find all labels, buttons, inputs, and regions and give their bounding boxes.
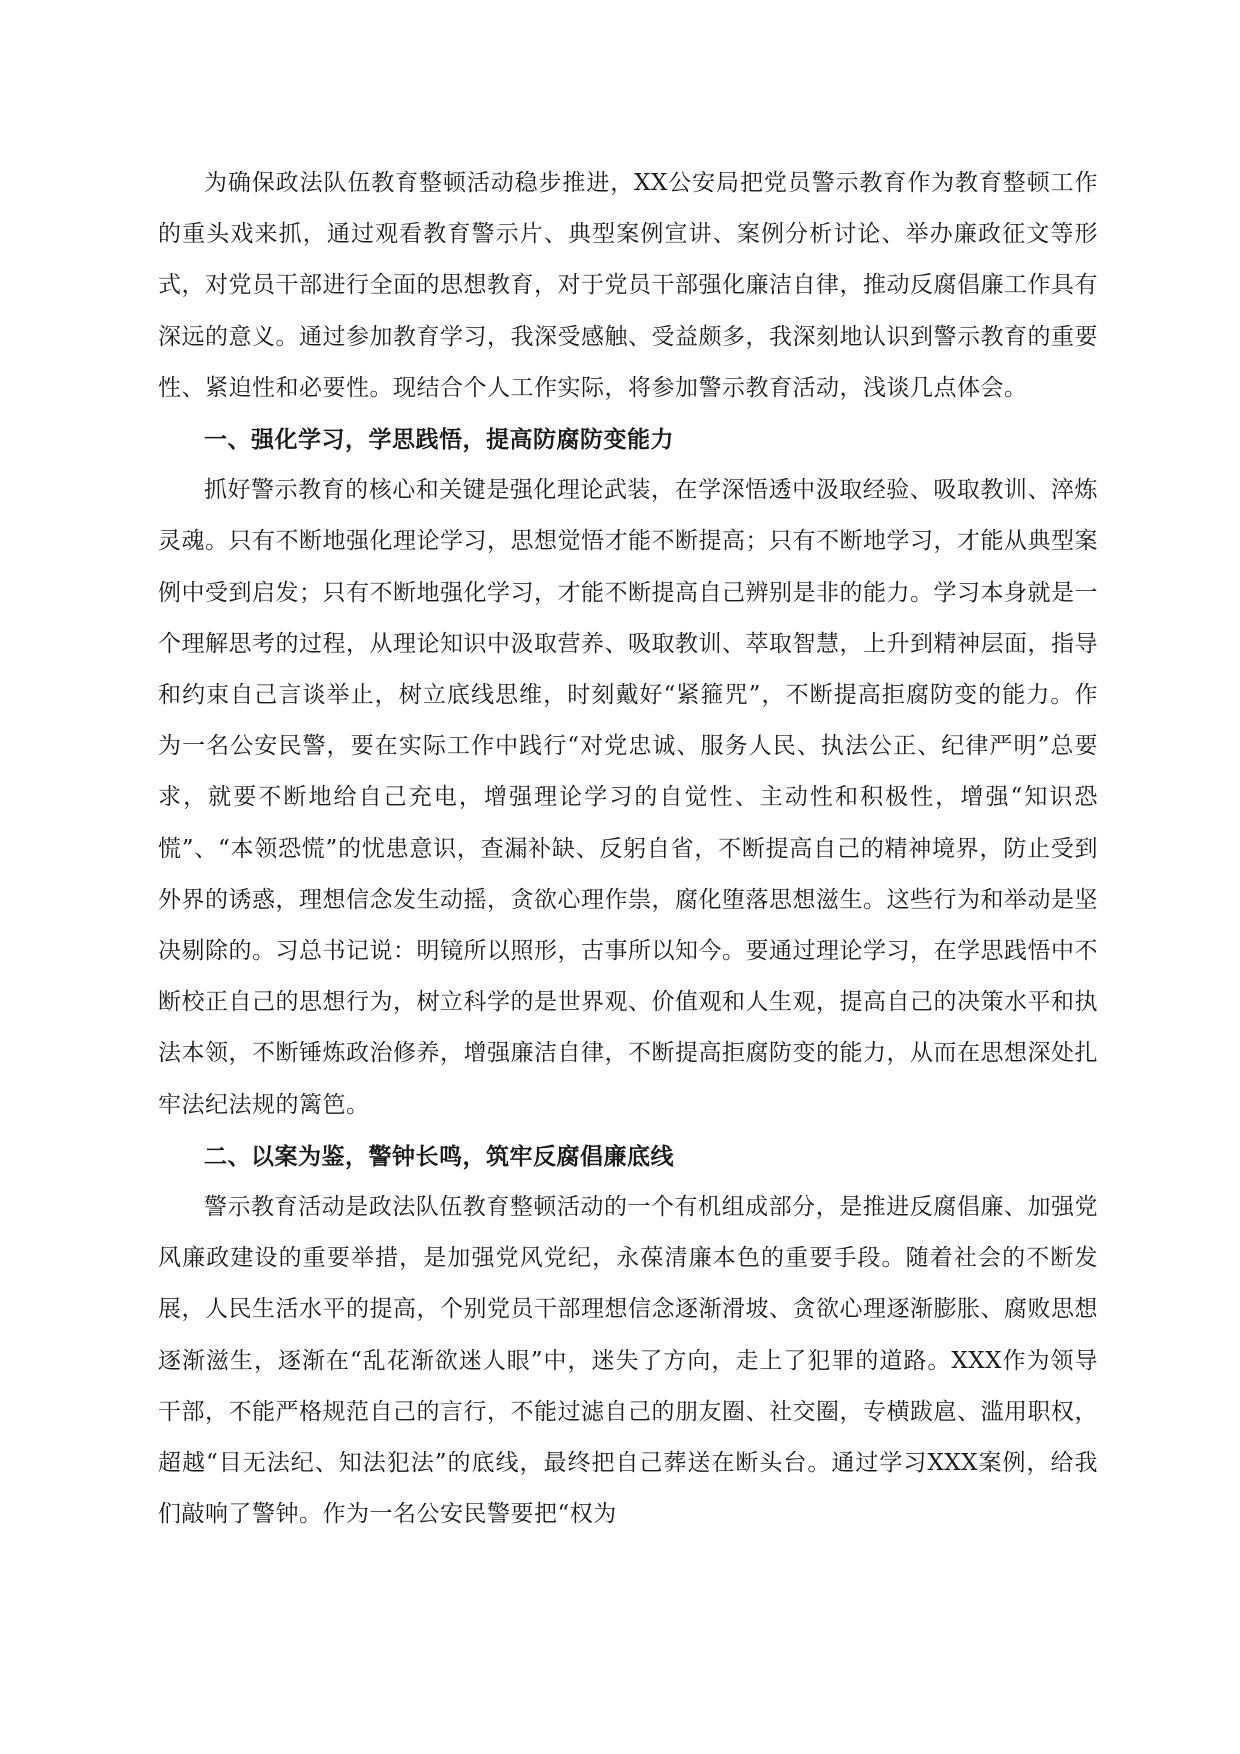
- section-1-body: 抓好警示教育的核心和关键是强化理论武装，在学深悟透中汲取经验、吸取教训、淬炼灵魂。只有不断地强化理论学习，思想觉悟才能不断提高；只有不断地学习，才能从典型案例中受到启发；只有不断地强化学习，才能不断提高自己辨别是非的能力。学习本身就是一个理解思考的过程，从理论知识中汲取营养、吸取教训、萃取智慧，上升到精神层面，指导和约束自己言谈举止，树立底线思维，时刻戴好“紧箍咒”，不断提高拒腐防变的能力。作为一名公安民警，要在实际工作中践行“对党忠诚、服务人民、执法公正、纪律严明”总要求，就要不断地给自己充电，增强理论学习的自觉性、主动性和积极性，增强“知识恐慌”、“本领恐慌”的忧患意识，查漏补缺、反躬自省，不断提高自己的精神境界，防止受到外界的诱惑，理想信念发生动摇，贪欲心理作祟，腐化堕落思想滋生。这些行为和举动是坚决剔除的。习总书记说：明镜所以照形，古事所以知今。要通过理论学习，在学思践悟中不断校正自己的思想行为，树立科学的是世界观、价值观和人生观，提高自己的决策水平和执法本领，不断锤炼政治修养，增强廉洁自律，不断提高拒腐防变的能力，从而在思想深处扎牢法纪法规的篱笆。: [158, 477, 1098, 1118]
- section-1-heading: 一、强化学习，学思践悟，提高防腐防变能力: [204, 426, 674, 454]
- intro-paragraph: 为确保政法队伍教育整顿活动稳步推进，XX公安局把党员警示教育作为教育整顿工作的重头戏来抓，通过观看教育警示片、典型案例宣讲、案例分析讨论、举办廉政征文等形式，对党员干部进行全面的思想教育，对于党员干部强化廉洁自律，推动反腐倡廉工作具有深远的意义。通过参加教育学习，我深受感触、受益颇多，我深刻地认识到警示教育的重要性、紧迫性和必要性。现结合个人工作实际，将参加警示教育活动，浅谈几点体会。: [158, 170, 1098, 401]
- section-2-body: 警示教育活动是政法队伍教育整顿活动的一个有机组成部分，是推进反腐倡廉、加强党风廉政建设的重要举措，是加强党风党纪，永葆清廉本色的重要手段。随着社会的不断发展，人民生活水平的提高，个别党员干部理想信念逐渐滑坡、贪欲心理逐渐膨胀、腐败思想逐渐滋生，逐渐在“乱花渐欲迷人眼”中，迷失了方向，走上了犯罪的道路。XXX作为领导干部，不能严格规范自己的言行，不能过滤自己的朋友圈、社交圈，专横跋扈、滥用职权，超越“目无法纪、知法犯法”的底线，最终把自己葬送在断头台。通过学习XXX案例，给我们敲响了警钟。作为一名公安民警要把“权为: [158, 1194, 1098, 1528]
- document-page: [158, 158, 1098, 1540]
- section-2-heading: 二、以案为鉴，警钟长鸣，筑牢反腐倡廉底线: [204, 1142, 674, 1170]
